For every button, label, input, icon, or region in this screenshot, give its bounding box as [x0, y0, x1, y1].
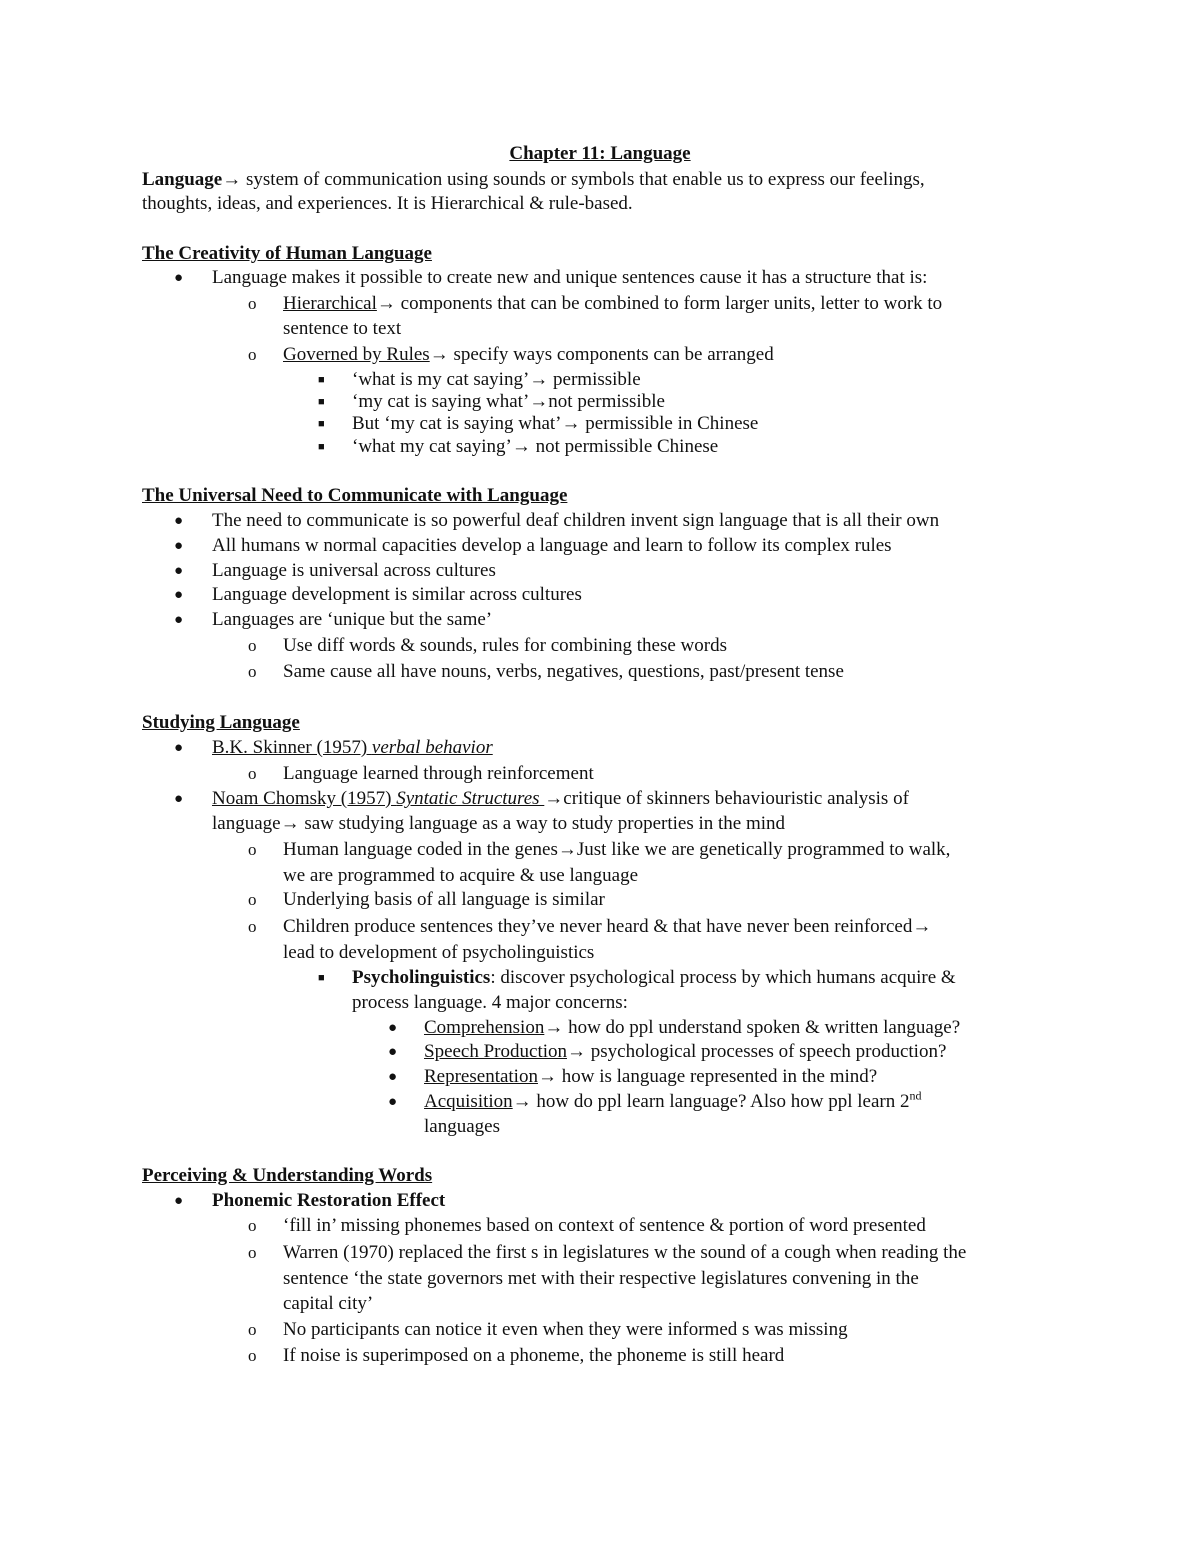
list-item: Language development is similar across cultures [212, 584, 582, 605]
arrow-icon: → [429, 344, 449, 365]
bullet-icon: ● [174, 563, 184, 579]
circle-bullet-icon: o [248, 764, 257, 783]
concern-item: Speech Production→ psychological processes of speech production? [424, 1041, 947, 1062]
concern-item: Representation→ how is language represented in the mind? [424, 1066, 878, 1087]
list-item-hierarchical: Hierarchical→ components that can be combined to form larger units, letter to work to [283, 293, 943, 314]
circle-bullet-icon: o [248, 1243, 257, 1262]
section-heading-creativity: The Creativity of Human Language [142, 243, 432, 264]
list-item-chomsky: Noam Chomsky (1957) Syntatic Structures →critique of skinners behaviouristic analysis of [212, 788, 909, 809]
bullet-icon: ● [388, 1094, 398, 1110]
list-item: Use diff words & sounds, rules for combining these words [283, 635, 727, 656]
page-title: Chapter 11: Language [509, 143, 691, 164]
intro-line-2: thoughts, ideas, and experiences. It is Hierarchical & rule-based. [142, 193, 633, 214]
section-heading-perceiving: Perceiving & Understanding Words [142, 1165, 433, 1186]
arrow-icon: → [376, 293, 396, 314]
arrow-icon: → [537, 1066, 557, 1087]
arrow-icon: → [529, 391, 549, 412]
arrow-icon: → [280, 813, 300, 834]
list-item: If noise is superimposed on a phoneme, the phoneme is still heard [283, 1345, 785, 1366]
arrow-icon: → [557, 839, 577, 860]
list-item: All humans w normal capacities develop a language and learn to follow its complex rules [212, 535, 892, 556]
circle-bullet-icon: o [248, 294, 257, 313]
list-item: The need to communicate is so powerful deaf children invent sign language that is all their own [212, 510, 940, 531]
arrow-icon: → [912, 916, 932, 937]
list-item-continued: process language. 4 major concerns: [352, 992, 628, 1013]
circle-bullet-icon: o [248, 636, 257, 655]
bullet-icon: ● [388, 1069, 398, 1085]
circle-bullet-icon: o [248, 1320, 257, 1339]
bullet-icon: ● [174, 513, 184, 529]
bullet-icon: ● [174, 587, 184, 603]
circle-bullet-icon: o [248, 890, 257, 909]
bullet-icon: ● [174, 538, 184, 554]
bullet-icon: ● [174, 740, 184, 756]
arrow-icon: → [544, 788, 564, 809]
intro-line-1: Language→ system of communication using sounds or symbols that enable us to express our feelings, [142, 169, 925, 190]
list-item: Language makes it possible to create new and unique sentences cause it has a structure that is: [212, 267, 928, 288]
list-item-continued: we are programmed to acquire & use language [283, 865, 639, 886]
bullet-icon: ● [174, 791, 184, 807]
square-bullet-icon: ■ [318, 396, 325, 408]
superscript: nd [909, 1088, 922, 1103]
example-item: ‘what my cat saying’→ not permissible Chinese [352, 436, 719, 457]
concern-item: Comprehension→ how do ppl understand spoken & written language? [424, 1017, 961, 1038]
list-item: Same cause all have nouns, verbs, negatives, questions, past/present tense [283, 661, 844, 682]
square-bullet-icon: ■ [318, 374, 325, 386]
list-item: Human language coded in the genes→Just like we are genetically programmed to walk, [283, 839, 951, 860]
circle-bullet-icon: o [248, 662, 257, 681]
list-item-continued: lead to development of psycholinguistics [283, 942, 595, 963]
example-item: ‘what is my cat saying’→ permissible [352, 369, 641, 390]
circle-bullet-icon: o [248, 840, 257, 859]
list-item-rules: Governed by Rules→ specify ways components can be arranged [283, 344, 774, 365]
list-item-continued: capital city’ [283, 1293, 374, 1314]
list-item: No participants can notice it even when they were informed s was missing [283, 1319, 848, 1340]
list-item-continued: sentence ‘the state governors met with their respective legislatures convening in the [283, 1268, 919, 1289]
arrow-icon: → [544, 1017, 564, 1038]
arrow-icon: → [567, 1041, 587, 1062]
example-item: ‘my cat is saying what’→not permissible [352, 391, 665, 412]
circle-bullet-icon: o [248, 917, 257, 936]
bullet-icon: ● [388, 1020, 398, 1036]
section-heading-universal: The Universal Need to Communicate with Language [142, 485, 568, 506]
concern-item: Acquisition→ how do ppl learn language? Also how ppl learn 2nd [424, 1088, 922, 1112]
list-item-skinner: B.K. Skinner (1957) verbal behavior [212, 737, 493, 758]
list-item: Language learned through reinforcement [283, 763, 594, 784]
circle-bullet-icon: o [248, 1216, 257, 1235]
circle-bullet-icon: o [248, 345, 257, 364]
square-bullet-icon: ■ [318, 972, 325, 984]
square-bullet-icon: ■ [318, 418, 325, 430]
bullet-icon: ● [174, 1193, 184, 1209]
list-item: Language is universal across cultures [212, 560, 496, 581]
list-item: Underlying basis of all language is similar [283, 889, 605, 910]
arrow-icon: → [222, 169, 242, 190]
bullet-icon: ● [174, 612, 184, 628]
arrow-icon: → [529, 369, 549, 390]
circle-bullet-icon: o [248, 1346, 257, 1365]
list-item: ‘fill in’ missing phonemes based on context of sentence & portion of word presented [283, 1215, 926, 1236]
list-item: Warren (1970) replaced the first s in legislatures w the sound of a cough when reading the [283, 1242, 967, 1263]
list-item: Languages are ‘unique but the same’ [212, 609, 493, 630]
bullet-icon: ● [174, 270, 184, 286]
list-item: Phonemic Restoration Effect [212, 1190, 446, 1211]
list-item-continued: language→ saw studying language as a way to study properties in the mind [212, 813, 786, 834]
list-item-continued: sentence to text [283, 318, 402, 339]
example-item: But ‘my cat is saying what’→ permissible in Chinese [352, 413, 759, 434]
square-bullet-icon: ■ [318, 441, 325, 453]
list-item: Children produce sentences they’ve never heard & that have never been reinforced→ [283, 916, 932, 937]
bullet-icon: ● [388, 1044, 398, 1060]
arrow-icon: → [561, 413, 581, 434]
intro-term: Language [142, 169, 223, 190]
arrow-icon: → [512, 1091, 532, 1112]
list-item-psycholinguistics: Psycholinguistics: discover psychological process by which humans acquire & [352, 967, 956, 988]
section-heading-studying: Studying Language [142, 712, 300, 733]
arrow-icon: → [511, 436, 531, 457]
list-item-continued: languages [424, 1116, 500, 1137]
